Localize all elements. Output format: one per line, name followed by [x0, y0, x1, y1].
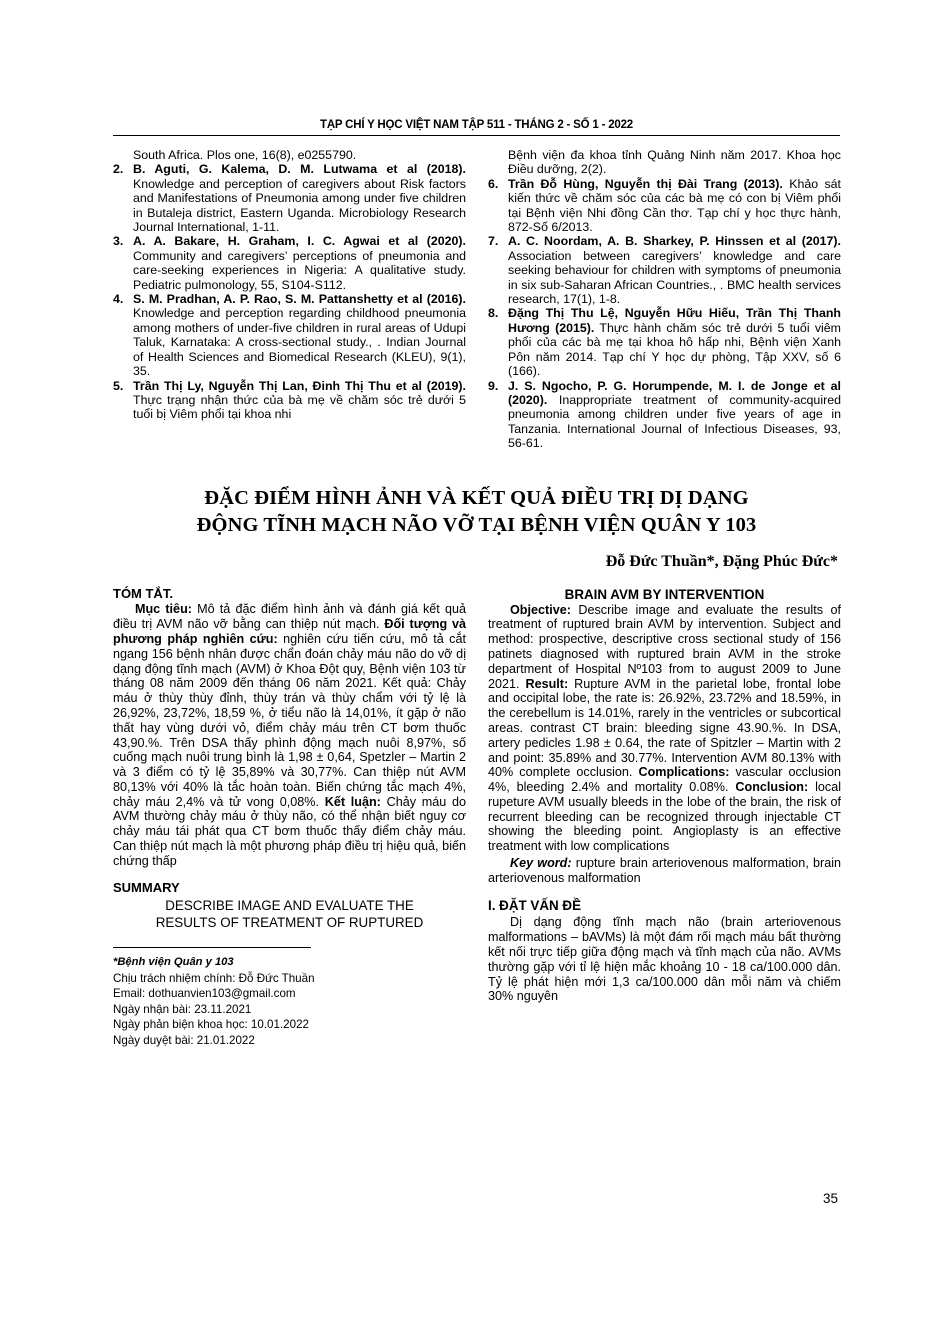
reference-item — [488, 379, 841, 451]
text-result: Rupture AVM in the parietal lobe, frontal lobe and occipital lobe, the rate is: 26.92%, 23.72% and 18.59%, in the cerebellum is 14.01%, rarely in the ventricles or subcortical areas. contrast CT brain: bleeding signe 43.90.%. In DSA, artery pedicles 1.98 ± 0.64, the rate of Spitzler – Martin with 2 and point: 35.89% and 30.77%. Intervention AVM 80.13% with 40% complete occlusion. — [488, 676, 842, 780]
label-objective: Objective: — [510, 602, 571, 617]
reference-text — [133, 234, 466, 292]
text-objective: Describe image and evaluate the results of treatment of ruptured brain AVM by intervention. Subject and method: prospective, descriptive cross sectional study of 156 patinets diagnosed with ruptured brain AVM in the stroke department of Hospital Nº103 from to august 2009 to June 2021. — [488, 602, 841, 691]
reference-item — [113, 162, 466, 234]
label-conclusion: Conclusion: — [735, 780, 809, 795]
keywords-block — [488, 856, 841, 886]
label-doi-tuong: Đối tượng và phương pháp nghiên cứu: — [113, 617, 467, 646]
reference-authors: S. M. Pradhan, A. P. Rao, S. M. Pattanshetty et al (2016). — [133, 292, 466, 307]
summary-title-line-1: DESCRIBE IMAGE AND EVALUATE THE — [165, 898, 414, 914]
reference-details: Knowledge and perception of caregivers about Risk factors and Manifestations of Pneumonia among under five children in Butaleja district, Eastern Uganda. Microbiology Research Journal International, 1-11. — [133, 176, 466, 235]
text-ket-luan: Chảy máu do AVM thường chảy máu ở thùy não, có thể nhận biết nguy cơ chảy máu tái phát qua CT bơm thuốc thấy điểm chảy máu. Can thiệp nút mạch là một phương pháp điều trị hiệu quả, biến chứng thấp — [113, 794, 467, 868]
reference-continuation: Bệnh viện đa khoa tỉnh Quảng Ninh năm 2017. Khoa học Điều dưỡng, 2(2). — [508, 148, 841, 177]
abstract-vietnamese-body — [113, 602, 466, 868]
summary-title — [113, 897, 466, 931]
text-complications: vascular occlusion 4%, bleeding 2.4% and mortality 0.08%. — [488, 765, 841, 795]
reference-text — [133, 292, 466, 378]
reference-details: Thực hành chăm sóc trẻ dưới 5 tuổi viêm phổi của các bà mẹ tại khoa hô hấp nhi, Bệnh viện Xanh Pôn năm 2014. Tạp chí Y học dự phòng, Tập XXV, số 6 (166). — [508, 320, 841, 379]
reference-number: 6. — [488, 176, 499, 191]
footnote-received-date: Ngày nhận bài: 23.11.2021 — [113, 1002, 252, 1016]
reference-number: 3. — [113, 234, 124, 249]
reference-item — [113, 379, 466, 422]
text-conclusion: local rupeture AVM usually bleeds in the lobe of the brain, the risk of recurrent bleeding can be recognized through injectable CT showing the bleeding point. Angioplasty is an effective treatment with low complications — [488, 780, 842, 854]
reference-number: 2. — [113, 162, 124, 177]
reference-item — [113, 234, 466, 292]
article-authors: Đỗ Đức Thuần*, Đặng Phúc Đức* — [605, 552, 838, 570]
abstract-section — [113, 587, 840, 1048]
footnote-review-date: Ngày phản biện khoa học: 10.01.2022 — [113, 1018, 309, 1032]
reference-text — [508, 379, 841, 451]
reference-item — [488, 177, 841, 235]
reference-text — [133, 379, 466, 422]
reference-item — [488, 306, 841, 378]
reference-item — [488, 234, 841, 306]
footnote-responsible-author: Chịu trách nhiệm chính: Đỗ Đức Thuần — [113, 971, 315, 985]
references-section — [113, 148, 840, 451]
running-header: TẠP CHÍ Y HỌC VIỆT NAM TẬP 511 - THÁNG 2 - SỐ 1 - 2022 — [320, 119, 633, 131]
article-title — [113, 485, 840, 539]
reference-details: Knowledge and perception regarding childhood pneumonia among mothers of under-five children in rural areas of Udupi Taluk, Karnataka: A cross-sectional study., . Indian Journal of Health Sciences and Biomedical Research (KLEU), 9(1), 35. — [133, 306, 466, 379]
reference-details: Khảo sát kiến thức về chăm sóc của các bà mẹ có con bị Viêm phổi tại Bệnh viện Nhi đồng Cần thơ. Tạp chí y học thực hành, 872-Số 6/2013. — [508, 176, 841, 235]
reference-item — [113, 292, 466, 378]
label-muc-tieu: Mục tiêu: — [135, 602, 192, 617]
label-complications: Complications: — [638, 765, 730, 780]
reference-details: Association between caregivers’ knowledge and care seeking behaviour for children with symptoms of pneumonia in six sub-Saharan African Countries., . BMC health services research, 17(1), 1-8. — [508, 248, 841, 307]
reference-text — [133, 162, 466, 234]
page-content — [113, 118, 840, 1048]
text-keyword: rupture brain arteriovenous malformation, brain arteriovenous malformation — [488, 856, 842, 885]
footnote-affiliation: *Bệnh viện Quân y 103 — [113, 956, 234, 969]
footnote-accepted-date: Ngày duyệt bài: 21.01.2022 — [113, 1033, 255, 1047]
english-title-continued: BRAIN AVM BY INTERVENTION — [564, 586, 765, 602]
article-title-line-1: ĐẶC ĐIỂM HÌNH ẢNH VÀ KẾT QUẢ ĐIỀU TRỊ DỊ DẠNG — [204, 486, 749, 509]
reference-text — [508, 177, 841, 235]
reference-authors: Đặng Thị Thu Lệ, Nguyễn Hữu Hiếu, Trần Thị Thanh Hương (2015). — [508, 306, 841, 335]
label-ket-luan: Kết luận: — [324, 794, 381, 809]
abstract-english-column — [488, 587, 841, 1005]
reference-details: Community and caregivers’ perceptions of pneumonia and care-seeking experiences in Nigeria: A qualitative study. Pediatric pulmonology, 55, S104-S112. — [133, 248, 466, 292]
text-doi-tuong: nghiên cứu tiến cứu, mô tả cắt ngang 156 bệnh nhân được chẩn đoán chảy máu não do vỡ dị dạng động tĩnh mạch (AVM) ở Khoa Đột quy, Bệnh viện 103 từ tháng 08 năm 2009 đến tháng 06 năm 2021. Kết quả: Chảy máu ở thùy thùy đỉnh, thùy trán và thùy chẩm với tỷ lệ là 26,92%, 23,72%, 18,59 %, ở tiểu não là 14,01%, ít gặp ở não thất hay vùng dưới vỏ, điểm chảy máu trên CT bơm thuốc 43,90.%. Trên DSA thấy phình động mạch nuôi 8,97%, số cuống mạch nuôi trung bình là 1,98 ± 0,64, Spetzler – Martin 2 và 3 điểm có tỷ lệ 35,89% và 30,77%. Can thiệp nút AVM 80,13% với 40% là tắc hoàn toàn. Biến chứng tắc mạch 4%, chảy máu 2,4% và tử vong 0,08%. — [113, 631, 466, 809]
reference-authors: J. S. Ngocho, P. G. Horumpende, M. I. de Jonge et al (2020). — [508, 378, 841, 407]
references-left-column — [113, 148, 466, 422]
reference-authors: B. Aguti, G. Kalema, D. M. Lutwama et al (2018). — [133, 162, 466, 177]
reference-details: Thực trạng nhận thức của bà mẹ về chăm sóc trẻ dưới 5 tuổi bị Viêm phổi tại khoa nhi — [133, 392, 466, 422]
text-muc-tieu: Mô tả đặc điểm hình ảnh và đánh giá kết quả điều trị AVM não vỡ bằng can thiệp nút mạch. — [113, 602, 466, 632]
reference-authors: Trần Thị Ly, Nguyễn Thị Lan, Đinh Thị Thu et al (2019). — [133, 378, 466, 393]
section-heading-i: I. ĐẶT VẤN ĐỀ — [488, 897, 581, 913]
article-title-line-2: ĐỘNG TĨNH MẠCH NÃO VỠ TẠI BỆNH VIỆN QUÂN Y 103 — [196, 513, 757, 536]
reference-details: Inappropriate treatment of community-acquired pneumonia among children under five years of age in Tanzania. International Journal of Infectious Diseases, 93, 56-61. — [508, 392, 841, 451]
section-i-paragraph: Dị dạng động tĩnh mạch não (brain arteriovenous malformations – bAVMs) là một đám rối mạch máu bất thường kết nối trực tiếp giữa động mạch và tĩnh mạch của não. AVMs thường gặp với tỉ lệ hiện mắc khoảng 10 - 18 ca/100.000 dân. Tỷ lệ phát hiện mới 1,3 ca/100.000 dân mỗi năm và chiếm 30% nguyên — [488, 915, 841, 1004]
reference-number: 9. — [488, 378, 499, 393]
tom-tat-heading-suffix: . — [169, 585, 173, 601]
label-keyword: Key word: — [510, 856, 572, 871]
header-divider — [113, 135, 840, 136]
footnote-divider — [113, 947, 311, 948]
tom-tat-heading-text: TÓM TẮT — [113, 585, 170, 601]
reference-number: 5. — [113, 378, 124, 393]
reference-text — [508, 234, 841, 306]
page-number: 35 — [822, 1191, 838, 1206]
reference-authors: A. A. Bakare, H. Graham, I. C. Agwai et al (2020). — [133, 234, 466, 249]
abstract-vietnamese-column — [113, 587, 466, 1048]
footnote-block — [113, 955, 466, 1047]
summary-heading: SUMMARY — [113, 879, 180, 895]
reference-number: 7. — [488, 234, 499, 249]
references-right-column — [488, 148, 841, 451]
label-result: Result: — [525, 676, 569, 691]
reference-number: 8. — [488, 306, 499, 321]
tom-tat-heading — [113, 587, 466, 602]
reference-authors: A. C. Noordam, A. B. Sharkey, P. Hinssen et al (2017). — [508, 234, 841, 249]
reference-text — [508, 306, 841, 378]
reference-number: 4. — [113, 292, 124, 307]
footnote-email: Email: dothuanvien103@gmail.com — [113, 987, 296, 1001]
reference-continuation: South Africa. Plos one, 16(8), e0255790. — [133, 148, 357, 162]
summary-title-line-2: RESULTS OF TREATMENT OF RUPTURED — [155, 915, 424, 931]
reference-authors: Trần Đỗ Hùng, Nguyễn thị Đài Trang (2013). — [508, 176, 783, 191]
abstract-english-body — [488, 603, 841, 855]
